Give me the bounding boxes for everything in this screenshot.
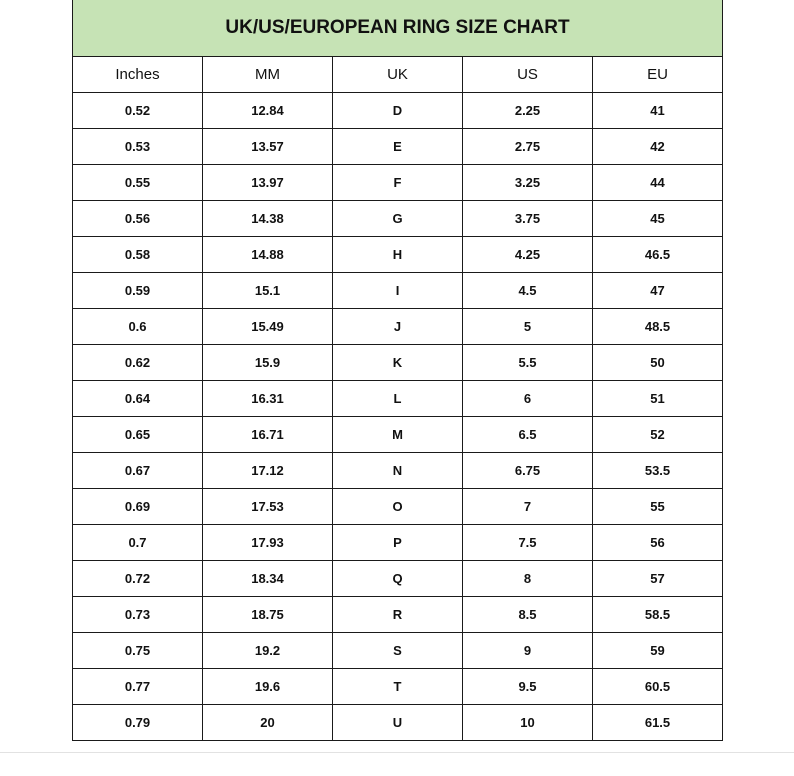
cell-inches: 0.56 [73,201,203,237]
cell-inches: 0.7 [73,525,203,561]
cell-us: 8.5 [463,597,593,633]
table-row [73,381,723,417]
cell-eu: 41 [593,93,723,129]
cell-mm: 15.9 [203,345,333,381]
page-bottom-divider [0,752,794,753]
cell-us: 4.25 [463,237,593,273]
cell-mm: 12.84 [203,93,333,129]
cell-us: 9 [463,633,593,669]
cell-uk: I [333,273,463,309]
cell-us: 6 [463,381,593,417]
cell-uk: Q [333,561,463,597]
cell-mm: 15.1 [203,273,333,309]
cell-eu: 46.5 [593,237,723,273]
cell-inches: 0.59 [73,273,203,309]
cell-inches: 0.77 [73,669,203,705]
cell-inches: 0.75 [73,633,203,669]
cell-inches: 0.62 [73,345,203,381]
table-row [73,453,723,489]
cell-eu: 44 [593,165,723,201]
cell-mm: 13.57 [203,129,333,165]
cell-uk: M [333,417,463,453]
cell-uk: K [333,345,463,381]
cell-eu: 47 [593,273,723,309]
cell-uk: S [333,633,463,669]
cell-eu: 42 [593,129,723,165]
cell-us: 9.5 [463,669,593,705]
cell-uk: T [333,669,463,705]
cell-uk: G [333,201,463,237]
table-row [73,633,723,669]
table-row [73,273,723,309]
table-row [73,309,723,345]
cell-us: 8 [463,561,593,597]
cell-mm: 20 [203,705,333,741]
cell-eu: 51 [593,381,723,417]
cell-inches: 0.72 [73,561,203,597]
cell-mm: 16.31 [203,381,333,417]
cell-us: 7.5 [463,525,593,561]
cell-eu: 45 [593,201,723,237]
cell-us: 4.5 [463,273,593,309]
cell-inches: 0.52 [73,93,203,129]
column-header-row [73,57,723,93]
cell-us: 3.75 [463,201,593,237]
table-row [73,129,723,165]
cell-eu: 60.5 [593,669,723,705]
cell-mm: 17.12 [203,453,333,489]
cell-uk: D [333,93,463,129]
table-row [73,489,723,525]
table-body [73,93,723,741]
cell-eu: 58.5 [593,597,723,633]
cell-inches: 0.73 [73,597,203,633]
table-row [73,201,723,237]
cell-mm: 18.75 [203,597,333,633]
cell-inches: 0.64 [73,381,203,417]
table-row [73,165,723,201]
cell-uk: R [333,597,463,633]
column-header-eu: EU [593,57,723,93]
cell-us: 2.75 [463,129,593,165]
table-row [73,561,723,597]
cell-us: 6.75 [463,453,593,489]
cell-inches: 0.6 [73,309,203,345]
table-row [73,345,723,381]
table-row [73,705,723,741]
chart-title: UK/US/EUROPEAN RING SIZE CHART [73,0,723,57]
table-row [73,417,723,453]
cell-uk: F [333,165,463,201]
cell-eu: 59 [593,633,723,669]
cell-mm: 19.6 [203,669,333,705]
cell-us: 6.5 [463,417,593,453]
cell-inches: 0.65 [73,417,203,453]
cell-us: 5.5 [463,345,593,381]
cell-inches: 0.67 [73,453,203,489]
cell-uk: L [333,381,463,417]
cell-eu: 48.5 [593,309,723,345]
cell-mm: 17.53 [203,489,333,525]
cell-eu: 50 [593,345,723,381]
cell-us: 2.25 [463,93,593,129]
cell-inches: 0.69 [73,489,203,525]
cell-eu: 53.5 [593,453,723,489]
cell-uk: J [333,309,463,345]
cell-inches: 0.55 [73,165,203,201]
cell-mm: 15.49 [203,309,333,345]
cell-us: 5 [463,309,593,345]
table-row [73,237,723,273]
cell-uk: P [333,525,463,561]
cell-uk: U [333,705,463,741]
cell-uk: O [333,489,463,525]
table-row [73,669,723,705]
cell-eu: 56 [593,525,723,561]
cell-eu: 57 [593,561,723,597]
title-row [73,0,723,57]
cell-us: 7 [463,489,593,525]
table-row [73,597,723,633]
cell-inches: 0.79 [73,705,203,741]
cell-mm: 17.93 [203,525,333,561]
cell-mm: 19.2 [203,633,333,669]
cell-mm: 18.34 [203,561,333,597]
table-row [73,525,723,561]
cell-inches: 0.53 [73,129,203,165]
cell-mm: 16.71 [203,417,333,453]
column-header-uk: UK [333,57,463,93]
column-header-inches: Inches [73,57,203,93]
ring-size-chart [72,0,723,741]
cell-mm: 13.97 [203,165,333,201]
column-header-us: US [463,57,593,93]
cell-us: 3.25 [463,165,593,201]
cell-mm: 14.88 [203,237,333,273]
cell-inches: 0.58 [73,237,203,273]
cell-uk: H [333,237,463,273]
cell-uk: N [333,453,463,489]
cell-eu: 55 [593,489,723,525]
column-header-mm: MM [203,57,333,93]
table-row [73,93,723,129]
cell-mm: 14.38 [203,201,333,237]
cell-us: 10 [463,705,593,741]
cell-eu: 61.5 [593,705,723,741]
cell-uk: E [333,129,463,165]
cell-eu: 52 [593,417,723,453]
ring-size-table [72,0,723,741]
